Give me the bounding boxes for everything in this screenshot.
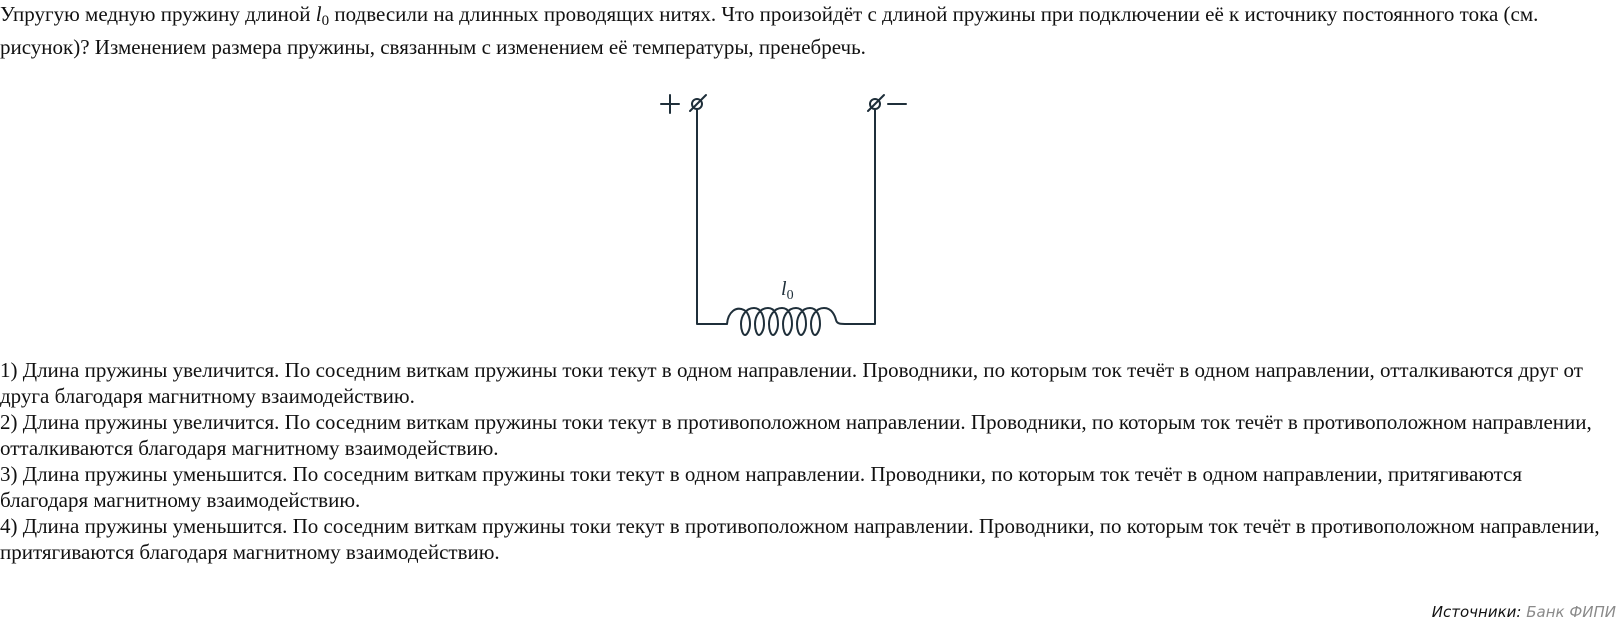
option-text: Длина пружины увеличится. По соседним виткам пружины токи текут в одном направлении. Проводники, по которым ток течёт в одном направлении, отталкиваются друг от друга благодаря магнитному взаимодействию.	[0, 358, 1583, 408]
circuit-diagram	[650, 80, 950, 350]
spring-length-subscript: 0	[786, 288, 794, 303]
answer-option-4	[0, 513, 1600, 565]
option-number: 2)	[0, 410, 18, 434]
option-text: Длина пружины увеличится. По соседним виткам пружины токи текут в противоположном направлении. Проводники, по которым ток течёт в противоположном направлении, отталкиваются благодаря магнитному взаимодействию.	[0, 410, 1592, 460]
option-text: Длина пружины уменьшится. По соседним виткам пружины токи текут в противоположном направлении. Проводники, по которым ток течёт в противоположном направлении, притягиваются благодаря магнитному взаимодействию.	[0, 514, 1600, 564]
spring-length-symbol: l	[781, 278, 787, 300]
option-number: 4)	[0, 514, 18, 538]
left-terminal-icon	[690, 95, 706, 111]
answer-option-2	[0, 409, 1600, 461]
answer-option-3	[0, 461, 1600, 513]
length-variable-symbol: l	[315, 2, 322, 26]
question-text-start: Упругую медную пружину длиной	[0, 2, 316, 26]
left-wire	[697, 109, 724, 324]
option-text: Длина пружины уменьшится. По соседним виткам пружины токи текут в одном направлении. Проводники, по которым ток течёт в одном направлении, притягиваются благодаря магнитному взаимодействию.	[0, 462, 1523, 512]
source-link[interactable]: Банк ФИПИ	[1526, 603, 1616, 621]
answer-option-1	[0, 357, 1600, 409]
circuit-diagram-svg	[650, 80, 950, 350]
right-terminal-icon	[868, 95, 884, 111]
right-wire	[848, 109, 875, 324]
spring-length-label	[781, 276, 794, 309]
source-label: Источники:	[1431, 603, 1522, 621]
question-text	[0, 1, 1600, 60]
option-number: 1)	[0, 358, 18, 382]
length-variable-subscript: 0	[321, 13, 330, 29]
option-number: 3)	[0, 462, 18, 486]
length-variable	[315, 2, 330, 29]
plus-icon	[661, 95, 679, 113]
source-attribution	[1432, 602, 1616, 622]
answer-options	[0, 357, 1600, 565]
question-text-end: подвесили на длинных проводящих нитях. Что произойдёт с длиной пружины при подключении её к источнику постоянного тока (см. рисунок)? Изменением размера пружины, связанным с изменением её температуры, пренебречь.	[0, 2, 1539, 59]
spring-coil	[724, 308, 848, 335]
